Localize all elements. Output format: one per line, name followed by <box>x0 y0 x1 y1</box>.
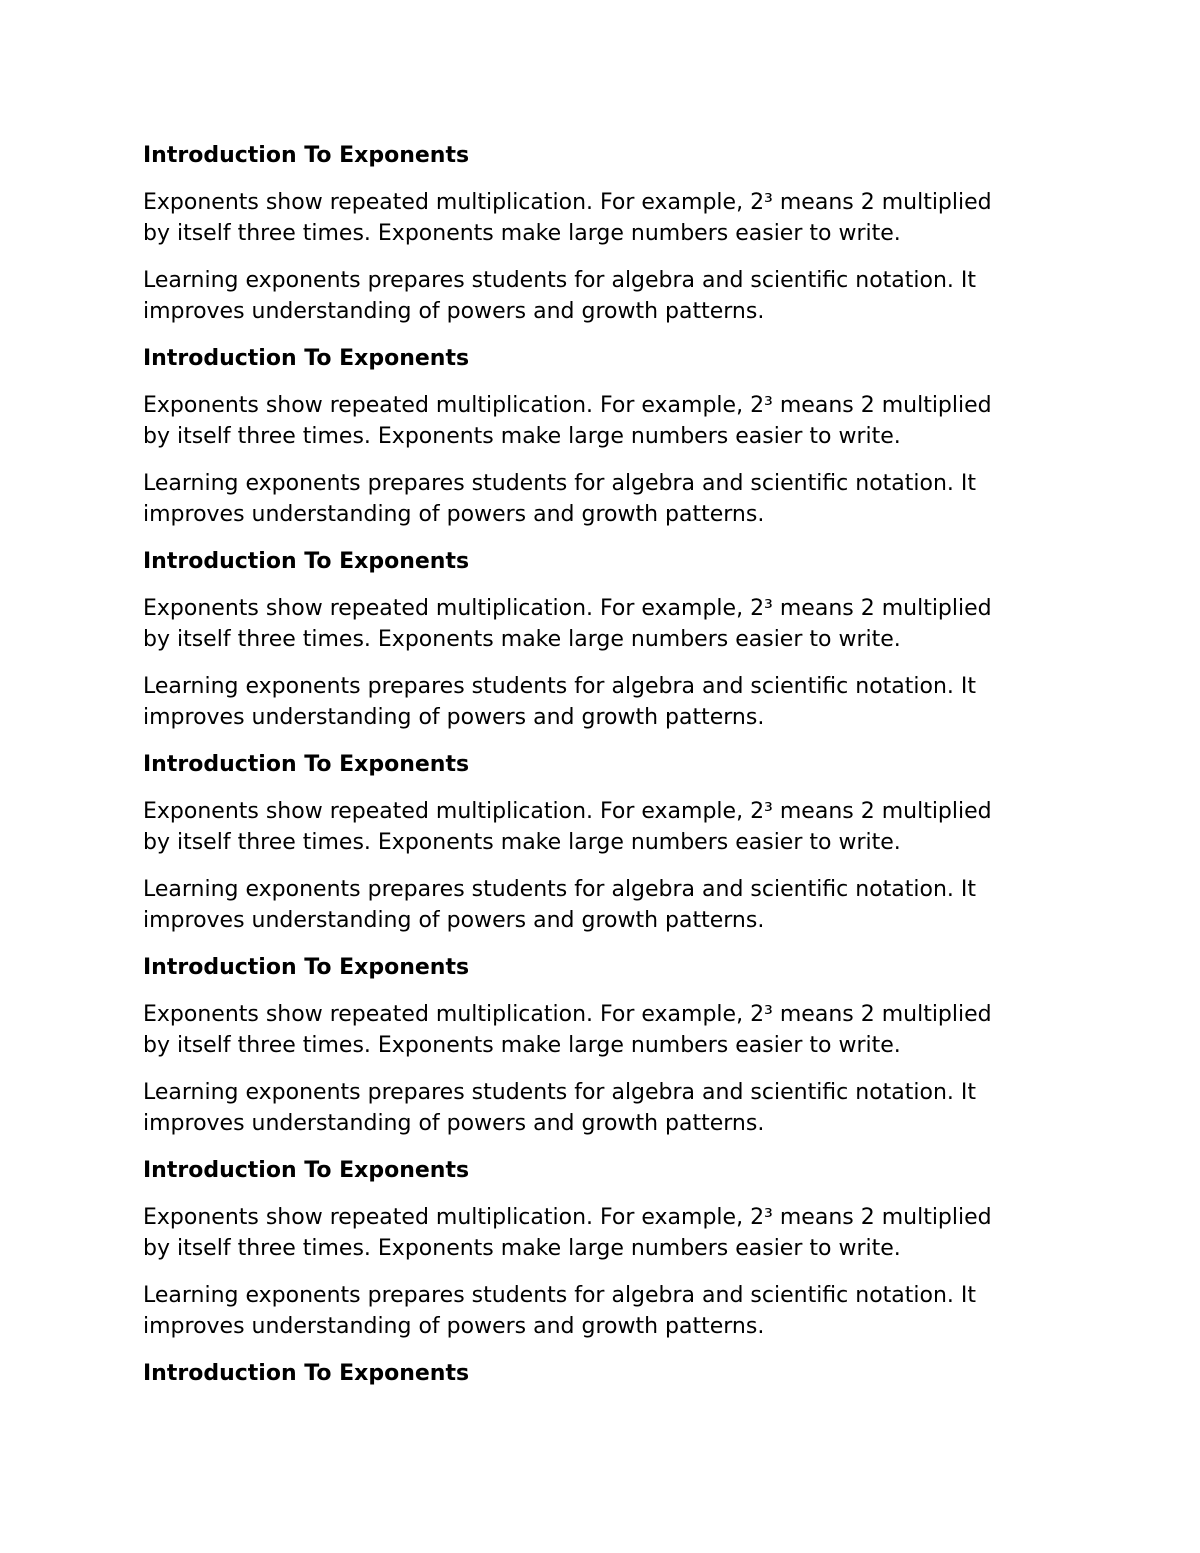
section-heading: Introduction To Exponents <box>143 1361 470 1386</box>
paragraph-line: Exponents show repeated multiplication. For example, 2³ means 2 multiplied <box>143 190 992 215</box>
paragraph-exponents-definition <box>143 1202 1083 1264</box>
paragraph-line: Learning exponents prepares students for algebra and scientific notation. It <box>143 1283 977 1308</box>
paragraph-learning-exponents <box>143 1077 1083 1139</box>
paragraph-line: improves understanding of powers and growth patterns. <box>143 502 765 527</box>
section-heading: Introduction To Exponents <box>143 549 470 574</box>
section-4 <box>143 749 1083 936</box>
paragraph-line: by itself three times. Exponents make large numbers easier to write. <box>143 221 901 246</box>
section-7 <box>143 1358 1083 1390</box>
paragraph-learning-exponents <box>143 468 1083 530</box>
section-heading: Introduction To Exponents <box>143 752 470 777</box>
paragraph-line: Learning exponents prepares students for algebra and scientific notation. It <box>143 1080 977 1105</box>
paragraph-line: Exponents show repeated multiplication. For example, 2³ means 2 multiplied <box>143 393 992 418</box>
section-heading: Introduction To Exponents <box>143 346 470 371</box>
section-heading: Introduction To Exponents <box>143 955 470 980</box>
paragraph-exponents-definition <box>143 187 1083 249</box>
section-heading: Introduction To Exponents <box>143 1158 470 1183</box>
paragraph-learning-exponents <box>143 265 1083 327</box>
paragraph-line: Learning exponents prepares students for algebra and scientific notation. It <box>143 877 977 902</box>
paragraph-exponents-definition <box>143 796 1083 858</box>
paragraph-line: by itself three times. Exponents make large numbers easier to write. <box>143 627 901 652</box>
paragraph-learning-exponents <box>143 1280 1083 1342</box>
paragraph-line: Exponents show repeated multiplication. For example, 2³ means 2 multiplied <box>143 1205 992 1230</box>
paragraph-line: improves understanding of powers and growth patterns. <box>143 908 765 933</box>
paragraph-line: Learning exponents prepares students for algebra and scientific notation. It <box>143 674 977 699</box>
paragraph-line: improves understanding of powers and growth patterns. <box>143 1111 765 1136</box>
paragraph-line: by itself three times. Exponents make large numbers easier to write. <box>143 830 901 855</box>
paragraph-line: by itself three times. Exponents make large numbers easier to write. <box>143 1236 901 1261</box>
paragraph-line: improves understanding of powers and growth patterns. <box>143 299 765 324</box>
paragraph-line: Learning exponents prepares students for algebra and scientific notation. It <box>143 268 977 293</box>
paragraph-learning-exponents <box>143 671 1083 733</box>
section-6 <box>143 1155 1083 1342</box>
paragraph-line: by itself three times. Exponents make large numbers easier to write. <box>143 424 901 449</box>
paragraph-learning-exponents <box>143 874 1083 936</box>
paragraph-line: Exponents show repeated multiplication. For example, 2³ means 2 multiplied <box>143 596 992 621</box>
section-2 <box>143 343 1083 530</box>
paragraph-line: Exponents show repeated multiplication. For example, 2³ means 2 multiplied <box>143 799 992 824</box>
paragraph-exponents-definition <box>143 390 1083 452</box>
paragraph-line: improves understanding of powers and growth patterns. <box>143 705 765 730</box>
paragraph-line: by itself three times. Exponents make large numbers easier to write. <box>143 1033 901 1058</box>
section-5 <box>143 952 1083 1139</box>
paragraph-exponents-definition <box>143 999 1083 1061</box>
paragraph-line: improves understanding of powers and growth patterns. <box>143 1314 765 1339</box>
section-1 <box>143 140 1083 327</box>
paragraph-line: Learning exponents prepares students for algebra and scientific notation. It <box>143 471 977 496</box>
section-heading: Introduction To Exponents <box>143 143 470 168</box>
section-3 <box>143 546 1083 733</box>
paragraph-line: Exponents show repeated multiplication. For example, 2³ means 2 multiplied <box>143 1002 992 1027</box>
document-body <box>143 140 1083 1405</box>
paragraph-exponents-definition <box>143 593 1083 655</box>
